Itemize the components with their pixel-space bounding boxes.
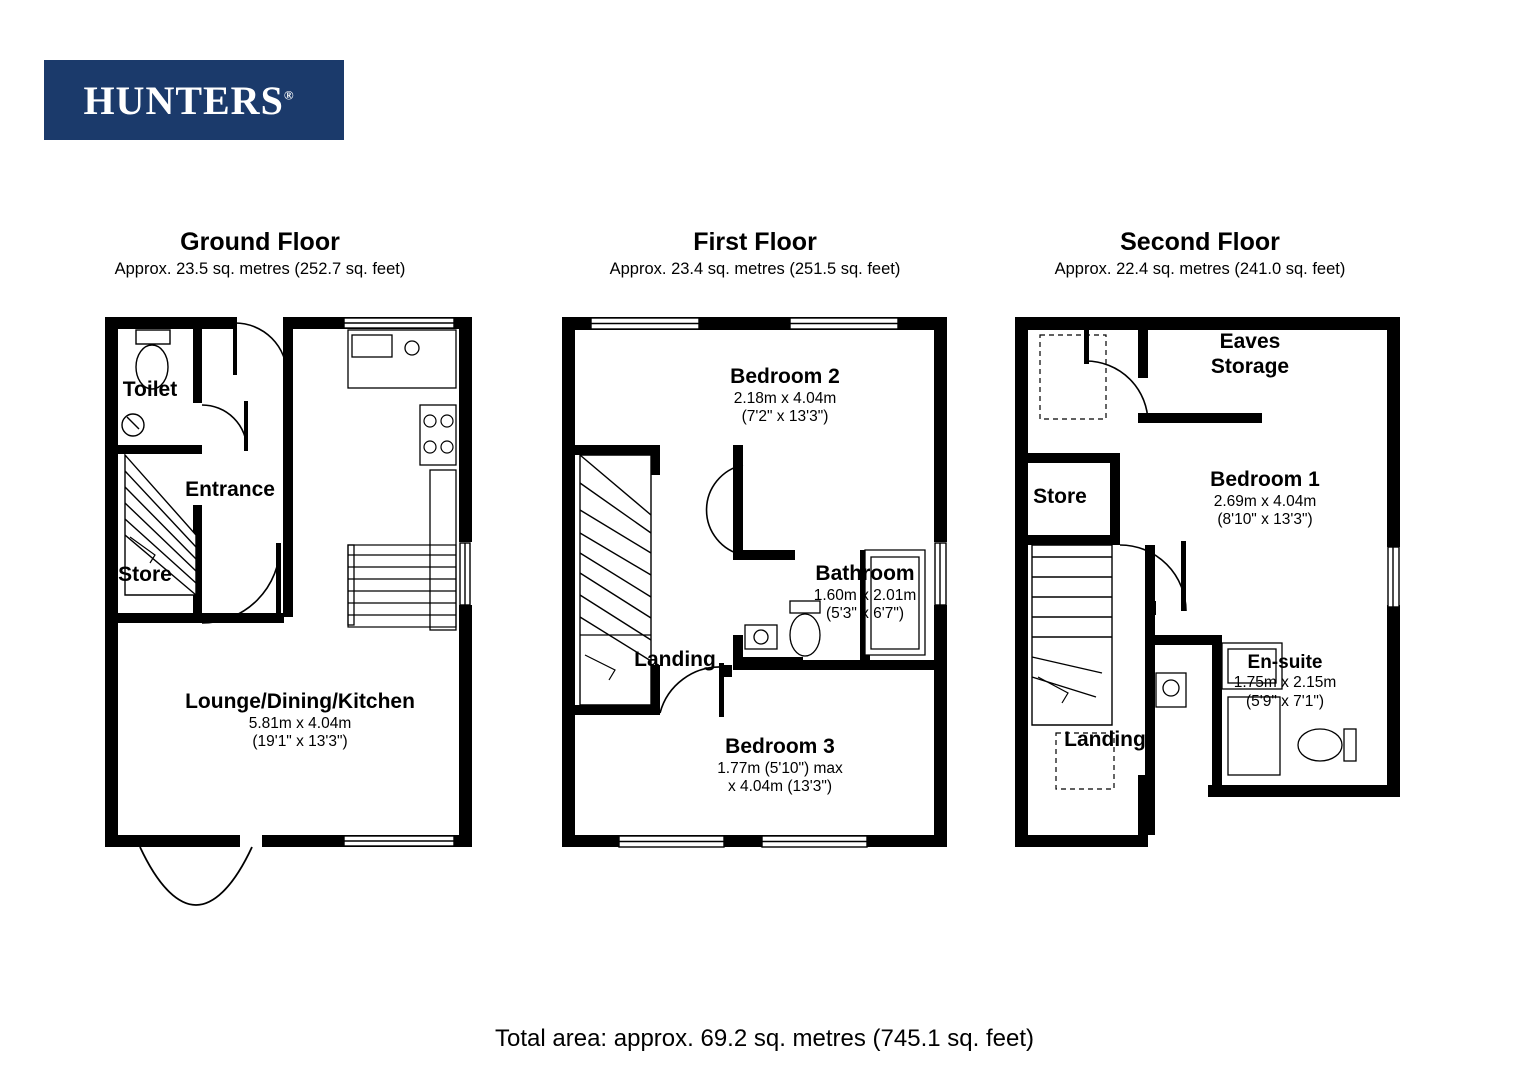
room-label-bedroom-3: Bedroom 3 1.77m (5'10") max x 4.04m (13'3") <box>717 735 843 796</box>
room-label-store: Store <box>118 563 172 586</box>
room-label-eaves-storage: Eaves Storage <box>1210 330 1290 378</box>
room-label-en-suite: En-suite 1.75m x 2.15m (5'9" x 7'1") <box>1233 652 1337 710</box>
room-label-landing: Landing <box>634 648 716 671</box>
ground-floor-title: Ground Floor <box>180 228 340 256</box>
room-label-landing: Landing <box>1064 728 1146 751</box>
first-floor-subtitle: Approx. 23.4 sq. metres (251.5 sq. feet) <box>609 260 901 278</box>
total-area-text: Total area: approx. 69.2 sq. metres (745.1 sq. feet) <box>495 1025 1034 1052</box>
floorplan-second-floor <box>960 0 1529 1080</box>
second-floor-drawing <box>960 305 1460 925</box>
room-label-bedroom-1: Bedroom 1 2.69m x 4.04m (8'10" x 13'3") <box>1210 468 1320 529</box>
room-label-lounge-dining-kitchen: Lounge/Dining/Kitchen 5.81m x 4.04m (19'1" x 13'3") <box>185 690 415 751</box>
registered-mark: ® <box>283 87 295 103</box>
second-floor-title: Second Floor <box>1120 228 1280 256</box>
floorplan-first-floor <box>505 0 1005 1080</box>
room-label-bedroom-2: Bedroom 2 2.18m x 4.04m (7'2" x 13'3") <box>730 365 840 426</box>
room-label-toilet: Toilet <box>122 378 178 401</box>
room-label-entrance: Entrance <box>185 478 275 501</box>
room-label-bathroom: Bathroom 1.60m x 2.01m (5'3" x 6'7") <box>813 562 917 623</box>
ground-floor-subtitle: Approx. 23.5 sq. metres (252.7 sq. feet) <box>114 260 406 278</box>
floorplan-ground-floor <box>0 0 520 1080</box>
second-floor-subtitle: Approx. 22.4 sq. metres (241.0 sq. feet) <box>1054 260 1346 278</box>
logo-brand-name: HUNTERS <box>83 77 284 123</box>
room-label-store: Store <box>1033 485 1087 508</box>
first-floor-title: First Floor <box>693 228 817 256</box>
